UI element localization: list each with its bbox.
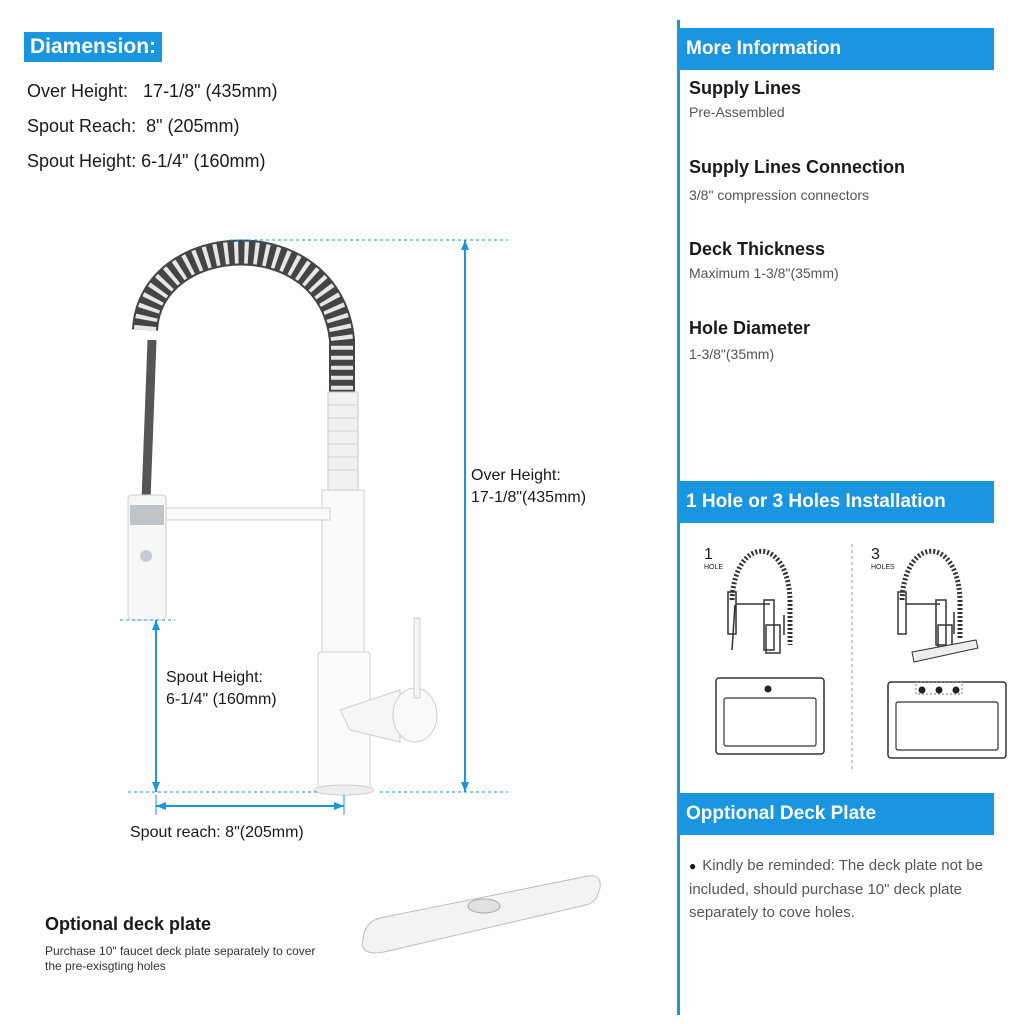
over-height-value: 17-1/8"(435mm) <box>471 489 587 506</box>
optional-deck-plate-title: Optional deck plate <box>45 914 212 934</box>
spout-height-label: Spout Height: <box>166 669 263 686</box>
hole-diameter-title: Hole Diameter <box>689 318 811 338</box>
dimension-title: Diamension: <box>24 32 162 62</box>
installation-diagram <box>680 530 1010 780</box>
over-height-spec: Over Height: 17-1/8" (435mm) <box>27 81 278 101</box>
bullet-icon: ● <box>689 859 697 873</box>
hole-diameter-value: 1-3/8"(35mm) <box>689 346 775 362</box>
supply-lines-value: Pre-Assembled <box>689 104 785 120</box>
deck-thickness-value: Maximum 1-3/8"(35mm) <box>689 265 839 281</box>
three-hole-faucet <box>898 551 960 647</box>
spout-reach-spec: Spout Reach: 8" (205mm) <box>27 116 240 136</box>
spout-height-value: 6-1/4" (160mm) <box>166 691 277 708</box>
three-holes-number: 3 <box>871 546 880 563</box>
deck-plate-header: Opptional Deck Plate <box>680 793 994 835</box>
deck-plate-note-text: Kindly be reminded: The deck plate not be included, should purchase 10" deck plate separately to cove holes. <box>689 857 983 921</box>
three-hole-deck-plate <box>912 640 978 662</box>
deck-plate-illustration <box>362 876 600 953</box>
supply-connection-title: Supply Lines Connection <box>689 157 906 177</box>
one-hole-number: 1 <box>704 546 713 563</box>
faucet-illustration <box>128 253 437 796</box>
spout-height-spec: Spout Height: 6-1/4" (160mm) <box>27 151 266 171</box>
spout-reach-label: Spout reach: 8"(205mm) <box>130 824 304 841</box>
more-info-header: More Information <box>680 28 994 70</box>
one-hole-sink <box>716 678 824 754</box>
over-height-label: Over Height: <box>471 467 561 484</box>
three-holes-label: HOLES <box>871 564 895 571</box>
one-hole-faucet <box>728 551 790 653</box>
optional-deck-plate-desc: Purchase 10" faucet deck plate separately to cover the pre-exisgting holes <box>45 944 316 973</box>
deck-thickness-title: Deck Thickness <box>689 239 826 259</box>
three-hole-sink <box>888 682 1006 758</box>
supply-connection-value: 3/8" compression connectors <box>689 187 870 203</box>
one-hole-label: HOLE <box>704 564 724 571</box>
installation-header: 1 Hole or 3 Holes Installation <box>680 481 994 523</box>
deck-plate-note <box>689 854 989 924</box>
supply-lines-title: Supply Lines <box>689 78 802 98</box>
